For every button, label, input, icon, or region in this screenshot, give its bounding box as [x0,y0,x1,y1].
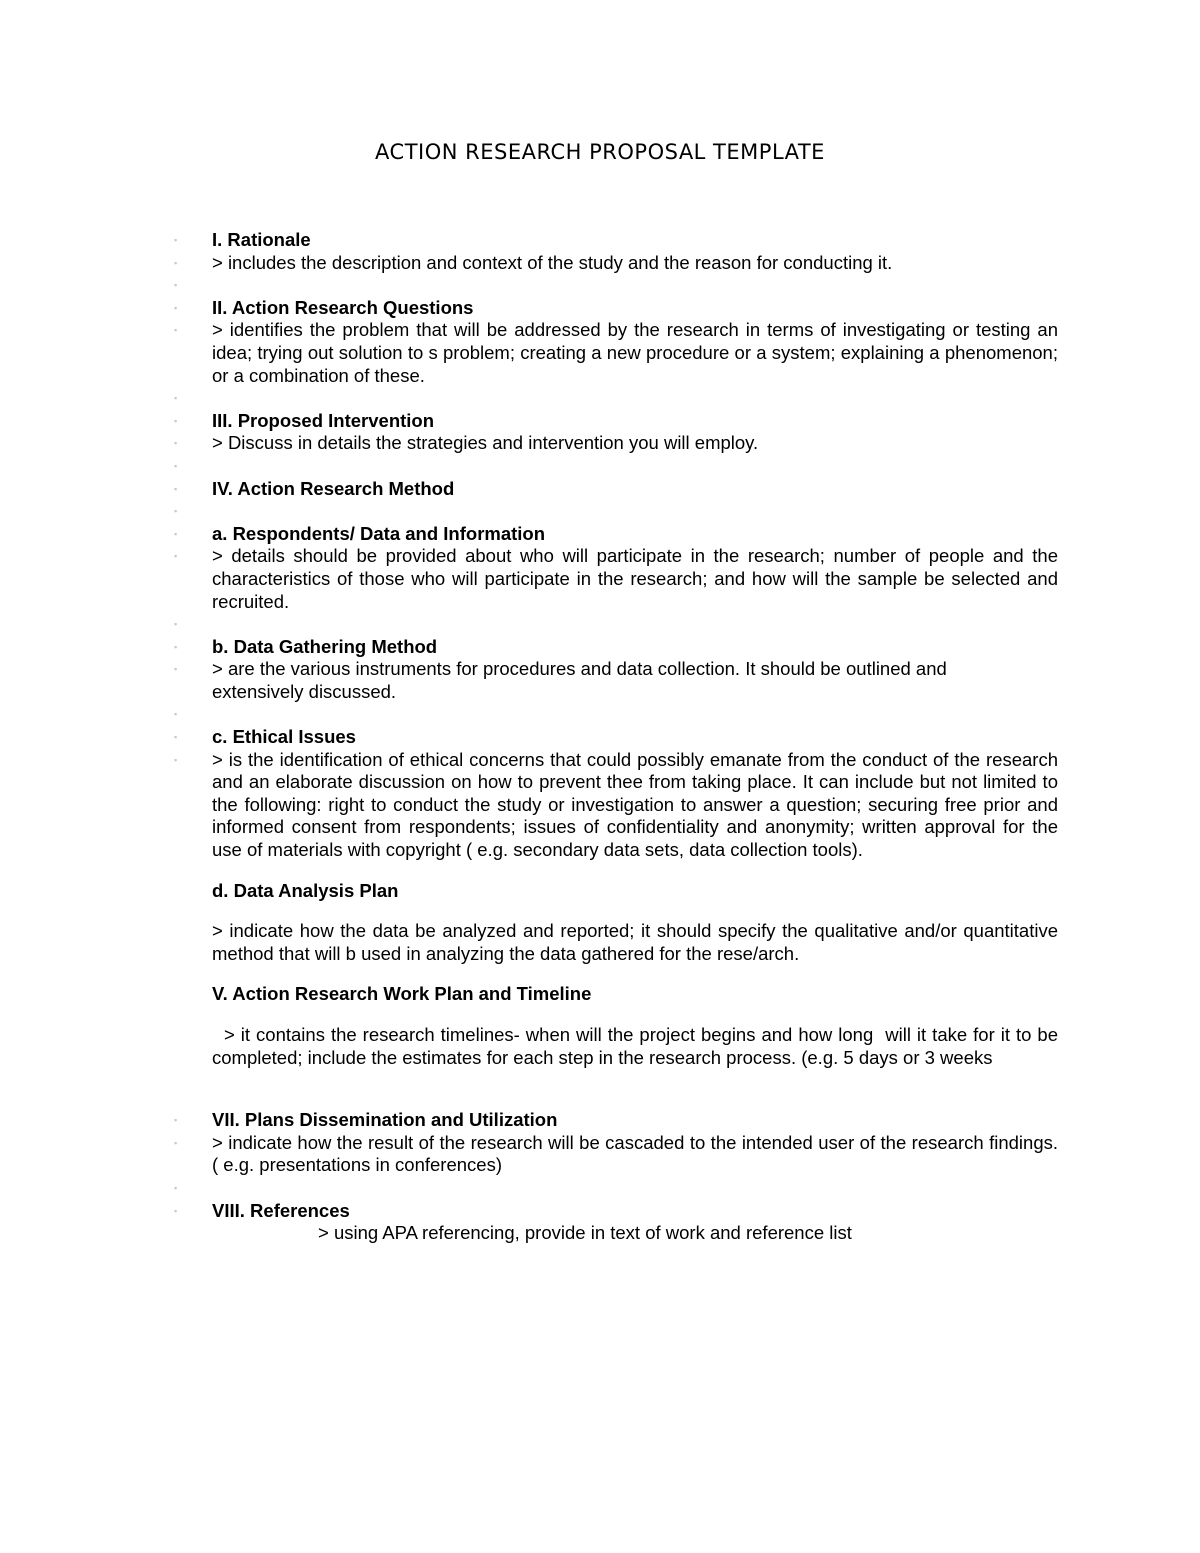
section-heading-intervention: ▪ III. Proposed Intervention [212,410,1058,433]
section-heading-references: ▪ VIII. References [212,1200,1058,1223]
section-text-gathering: ▪ > are the various instruments for procedures and data collection. It should be outlined and extensively discussed. [212,658,1058,703]
section-text-questions: ▪ > identifies the problem that will be addressed by the research in terms of investigating or testing an idea; trying out solution to s problem; creating a new procedure or a system; explaining a phenomenon; or a combination of these. [212,319,1058,387]
document-body [212,229,1064,1245]
section-text-ethical: ▪ > is the identification of ethical concerns that could possibly emanate from the conduct of the research and an elaborate discussion on how to prevent thee from taking place. It can include but not limited to the following: right to conduct the study or investigation to answer a question; securing free prior and informed consent from respondents; issues of confidentiality and anonymity; written approval for the use of materials with copyright ( e.g. secondary data sets, data collection tools). [212,749,1058,862]
section-heading-workplan: V. Action Research Work Plan and Timeline [212,983,592,1005]
section-heading-gathering: ▪ b. Data Gathering Method [212,636,1058,659]
empty-bullet-line [212,500,1058,523]
spacer [212,902,1058,920]
empty-bullet-line [212,703,1058,726]
spacer [212,1069,1058,1109]
document-title: ACTION RESEARCH PROPOSAL TEMPLATE [375,140,825,164]
section-text-workplan: > it contains the research timelines- when will the project begins and how long will it take for it to be completed; include the estimates for each step in the research process. (e.g. 5 days or 3 weeks [212,1024,1064,1068]
section-text-references: > using APA referencing, provide in text of work and reference list [318,1222,852,1244]
empty-bullet-line [212,455,1058,478]
empty-bullet-line [212,613,1058,636]
section-heading-method: ▪ IV. Action Research Method [212,478,1058,501]
section-heading-analysis: d. Data Analysis Plan [212,879,399,901]
section-text-dissemination: ▪ > indicate how the result of the research will be cascaded to the intended user of the research findings.( e.g. presentations in conferences) [212,1132,1058,1177]
empty-bullet-line [212,274,1058,297]
section-text-analysis: > indicate how the data be analyzed and reported; it should specify the qualitative and/or quantitative method that will b used in analyzing the data gathered for the rese/arch. [212,920,1058,964]
empty-bullet-line [212,387,1058,410]
spacer [212,862,1058,880]
section-text-respondents: ▪ > details should be provided about who will participate in the research; number of people and the characteristics of those who will participate in the research; and how will the sample be selected and recruited. [212,545,1058,613]
section-heading-dissemination: ▪ VII. Plans Dissemination and Utilization [212,1109,1058,1132]
spacer [212,965,1058,983]
empty-bullet-line [212,1177,1058,1200]
section-heading-respondents: ▪ a. Respondents/ Data and Information [212,523,1058,546]
section-text-rationale: ▪ > includes the description and context of the study and the reason for conducting it. [212,252,1058,275]
section-text-intervention: ▪ > Discuss in details the strategies and intervention you will employ. [212,432,1058,455]
section-heading-rationale: ▪ I. Rationale [212,229,1058,252]
spacer [212,1006,1058,1024]
section-heading-ethical: ▪ c. Ethical Issues [212,726,1058,749]
section-heading-questions: ▪ II. Action Research Questions [212,297,1058,320]
